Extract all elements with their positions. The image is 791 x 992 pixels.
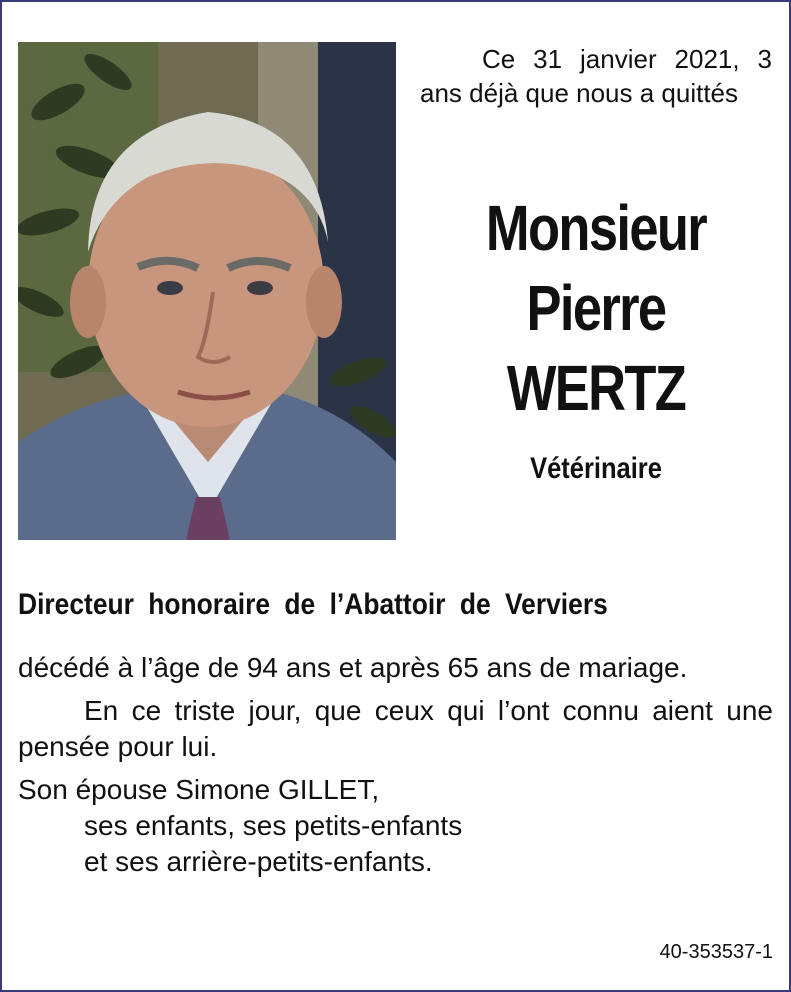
- intro-text: Ce 31 janvier 2021, 3 ans déjà que nous a quittés: [420, 44, 772, 108]
- headline: Directeur honoraire de l’Abattoir de Verviers: [18, 588, 608, 621]
- name-first: Pierre: [526, 272, 666, 344]
- paragraph-remembrance: En ce triste jour, que ceux qui l’ont connu aient une pensée pour lui.: [18, 695, 773, 762]
- name-title: Monsieur: [485, 192, 707, 264]
- family-line-3: et ses arrière-petits-enfants.: [84, 846, 433, 877]
- family-line-1: Son épouse Simone GILLET,: [18, 774, 380, 805]
- deceased-name: [452, 188, 741, 428]
- notice-body: [18, 650, 773, 880]
- family-line-2: ses enfants, ses petits-enfants: [84, 810, 463, 841]
- portrait-photo: [18, 42, 396, 540]
- paragraph-death: décédé à l’âge de 94 ans et après 65 ans de mariage.: [18, 652, 688, 683]
- profession: Vétérinaire: [530, 452, 662, 485]
- reference-number: 40-353537-1: [659, 941, 773, 963]
- name-last: WERTZ: [506, 352, 686, 424]
